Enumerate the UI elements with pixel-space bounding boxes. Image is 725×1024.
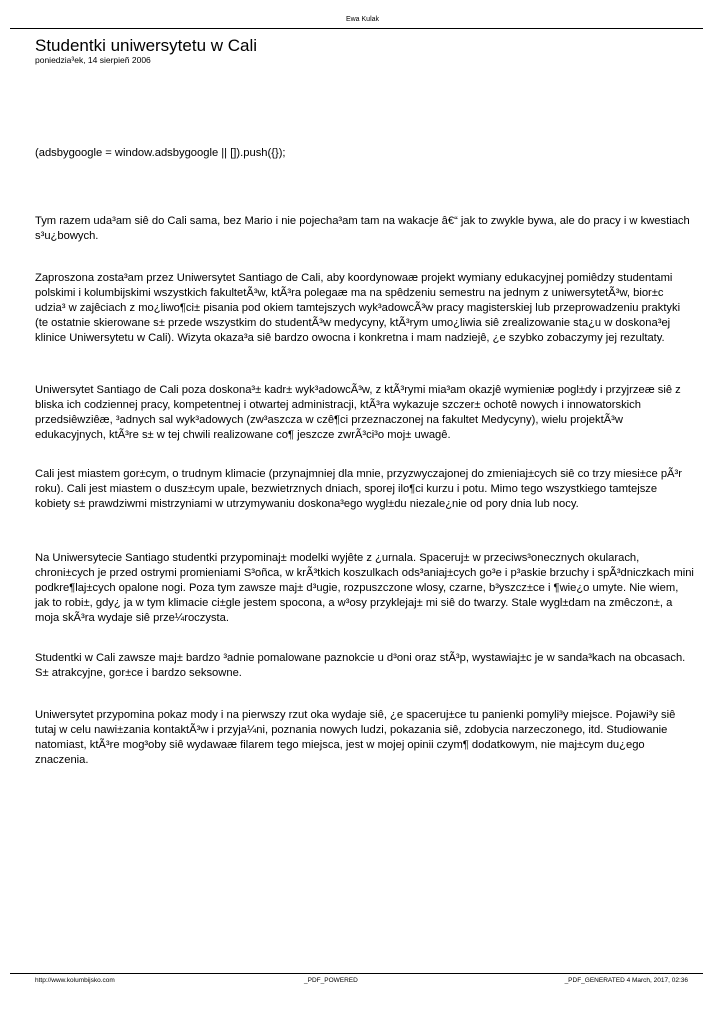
article-paragraph-2: Zaproszona zosta³am przez Uniwersytet Santiago de Cali, aby koordynowaæ projekt wymiany edukacyjnej pomiêdzy studentami polskimi i kolumbijskimi wszystkich fakultetÃ³w, ktÃ³ra polegaæ ma na spêdzeniu semestru na jednym z uniwersytetÃ³w, bior±c udzia³ w zajêciach z mo¿liwo¶ci± pisania pod okiem tamtejszych wyk³adowcÃ³w pracy magisterskiej lub przeprowadzeniu praktyki (te ostatnie skierowane s± przede wszystkim do studentÃ³w medycyny, ktÃ³rym umo¿liwia siê zrealizowanie sta¿u w doskona³ej klinice Uniwersytetu w Cali). Wizyta okaza³a siê bardzo owocna i konkretna i mam nadziejê, ¿e szybko zobaczymy jej rezultaty. [35, 272, 681, 344]
article-paragraph-7: Uniwersytet przypomina pokaz mody i na pierwszy rzut oka wydaje siê, ¿e spaceruj±ce tu panienki pomyli³y miejsce. Pojawi³y siê tutaj w celu nawi±zania kontaktÃ³w i przyja¼ni, poznania nowych ludzi, pokazania siê, zdobycia narzeczonego, itd. Studiowanie natomiast, ktÃ³re mog³oby siê wydawaæ filarem tego miejsca, jest w mojej opinii czym¶ dodatkowym, nie maj±cym du¿ego znaczenia. [35, 709, 676, 766]
header-divider [10, 28, 703, 29]
article-paragraph-4: Cali jest miastem gor±cym, o trudnym klimacie (przynajmniej dla mnie, przyzwyczajonej do zmieniaj±cych siê co trzy miesi±ce pÃ³r roku). Cali jest miastem o dusz±cym upale, bezwietrznych dniach, sporej ilo¶ci kurzu i potu. Mimo tego wszystkiego tamtejsze kobiety s± prawdziwmi mistrzyniami w utrzymywaniu doskona³ego wygl±du niezale¿nie od pory dnia lub nocy. [35, 468, 682, 510]
header-author: Ewa Kulak [345, 16, 380, 23]
article-paragraph-3: Uniwersytet Santiago de Cali poza doskona³± kadr± wyk³adowcÃ³w, z ktÃ³rymi mia³am okazjê wymieniæ pogl±dy i przyjrzeæ siê z bliska ich codziennej pracy, kompetentnej i otwartej administracji, ktÃ³ra wykazuje szczer± ochotê nowych i innowatorskich przedsiêwziêæ, ³adnych sal wyk³adowych (zw³aszcza w czê¶ci przeznaczonej na fakultet Medycyny), wielu projektÃ³w edukacyjnych, ktÃ³re s± w tej chwili realizowane co¶ jeszcze zwrÃ³ci³o moj± uwagê. [35, 384, 681, 441]
footer-powered: _PDF_POWERED [304, 977, 358, 984]
article-title: Studentki uniwersytetu w Cali [35, 36, 258, 55]
footer-divider [10, 973, 703, 974]
article-paragraph-1: Tym razem uda³am siê do Cali sama, bez Mario i nie pojecha³am tam na wakacje â€“ jak to zwykle bywa, ale do pracy i w kwestiach s³u¿bowych. [35, 215, 690, 242]
article-paragraph-5: Na Uniwersytecie Santiago studentki przypominaj± modelki wyjête z ¿urnala. Spaceruj± w przeciws³onecznych okularach, chroni±cych je przed ostrymi promieniami S³oñca, w krÃ³tkich koszulkach ods³aniaj±cych go³e i p³askie brzuchy i spÃ³dniczkach mini podkre¶laj±cych opalone nogi. Poza tym zawsze maj± d³ugie, rozpuszczone wlosy, czarne, b³yszcz±ce i ¶wie¿o umyte. Nie wiem, jak to robi±, gdy¿ ja w tym klimacie ci±gle jestem spocona, a w³osy przyklejaj± mi siê do twarzy. Stale wygl±dam na zmêczon±, a moja skÃ³ra wydaje siê prze¼roczysta. [35, 552, 694, 624]
script-text-line: (adsbygoogle = window.adsbygoogle || []).push({}); [35, 147, 286, 159]
article-paragraph-6: Studentki w Cali zawsze maj± bardzo ³adnie pomalowane paznokcie u d³oni oraz stÃ³p, wystawiaj±c je w sanda³kach na obcasach. S± atrakcyjne, gor±ce i bardzo seksowne. [35, 652, 686, 679]
article-date: poniedzia³ek, 14 sierpieñ 2006 [35, 55, 151, 65]
footer-generated: _PDF_GENERATED 4 March, 2017, 02:36 [564, 977, 688, 984]
footer-url-link[interactable]: http://www.kolumbijsko.com [35, 977, 115, 984]
